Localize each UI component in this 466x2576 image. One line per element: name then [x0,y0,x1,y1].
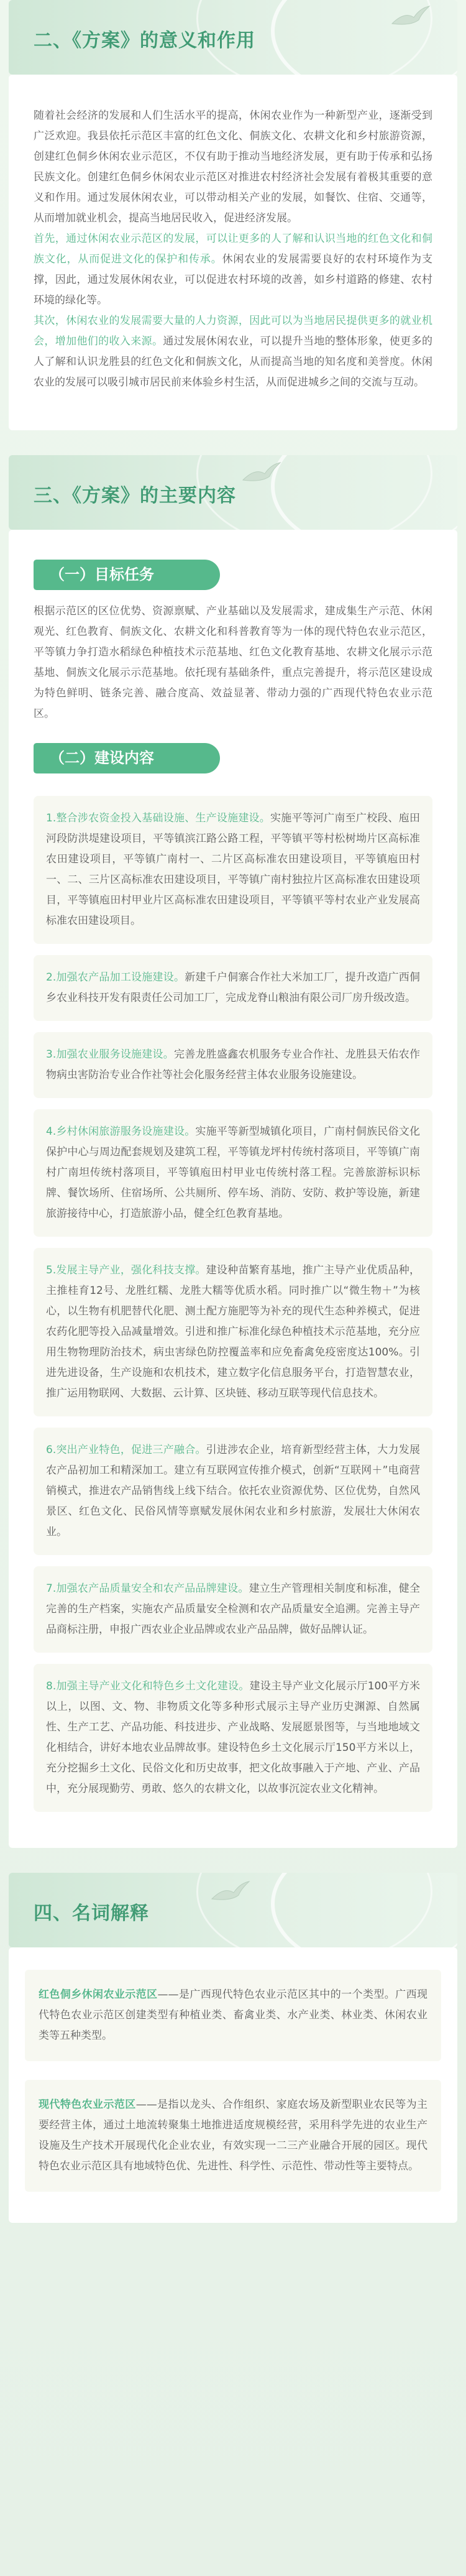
term-definition: ——是广西现代特色农业示范区其中的一个类型。广西现代特色农业示范区创建类型有种植业类、畜禽业类、水产业类、林业类、休闲农业类等五种类型。 [39,1988,428,2042]
section-title: 二、《方案》的意义和作用 [34,30,255,52]
term-item [25,2080,441,2192]
item-lead: 2.加强农产品加工设施建设。 [46,971,185,984]
crane-icon [389,5,432,30]
item-lead: 1.整合涉农资金投入基础设施、生产设施建设。 [46,812,271,824]
section-title: 三、《方案》的主要内容 [34,485,236,507]
list-item [34,955,432,1021]
term-title: 红色侗乡休闲农业示范区 [39,1988,158,2001]
item-lead: 4.乡村休闲旅游服务设施建设。 [46,1125,196,1138]
list-item [34,1032,432,1098]
significance-card [9,75,457,430]
list-item [34,1428,432,1555]
term-title: 现代特色农业示范区 [39,2098,136,2111]
item-lead: 7.加强农产品质量安全和农产品品牌建设。 [46,1582,249,1595]
section-banner-content [9,455,457,530]
crane-icon [240,461,283,486]
item-lead: 3.加强农业服务设施建设。 [46,1048,174,1061]
item-text: 实施平等新型城镇化项目，广南村侗族民俗文化保护中心与周边配套规划及建筑工程，平等镇龙坪村传统村落项目，平等镇广南村广南坦传统村落项目，平等镇庖田村甲业屯传统村落工程。完善旅游标识标牌、餐饮场所、住宿场所、公共厕所、停车场、消防、安防、救护等设施，新建旅游接待中心，打造旅游小品，健全红色教育基地。 [46,1125,420,1220]
item-text: 实施平等河广南至广校段、庖田河段防洪堤建设项目，平等镇滨江路公路工程，平等镇平等村松树坳片区高标准农田建设项目，平等镇广南村一、二片区高标准农田建设项目，平等镇庖田村一、二、三片区高标准农田建设项目，平等镇广南村独拉片区高标准农田建设项目，平等镇庖田村甲业片区高标准农田建设项目，平等镇平等村农业产业发展高标准农田建设项目。 [46,812,420,927]
glossary-card [9,1947,457,2223]
crane-icon [209,1880,252,1905]
paragraph: 随着社会经济的发展和人们生活水平的提高，休闲农业作为一种新型产业，逐渐受到广泛欢迎。我县依托示范区丰富的红色文化、侗族文化、农耕文化和乡村旅游资源，创建红色侗乡休闲农业示范区，不仅有助于推动当地经济发展，更有助于传承和弘扬民族文化。创建红色侗乡休闲农业示范区对推进农村经济社会发展有着极其重要的意义和作用。通过发展休闲农业，可以带动相关产业的发展，如餐饮、住宿、交通等，从而增加就业机会，提高当地居民收入，促进经济发展。 [34,109,432,224]
section-banner-glossary [9,1873,457,1947]
item-lead: 8.加强主导产业文化和特色乡土文化建设。 [46,1680,250,1692]
section-title: 四、名词解释 [34,1903,149,1924]
body-text: 休闲农业的发展需要良好的农村环境作为支撑，因此，通过发展休闲农业，可以促进农村环境的改善，如乡村道路的修建、农村环境的绿化等。 [34,253,433,307]
build-label: （二）建设内容 [34,743,220,773]
content-card [9,530,457,1848]
goal-label: （一）目标任务 [34,560,220,590]
item-text: 建设主导产业文化展示厅100平方米以上，以图、文、物、非物质文化等多种形式展示主导产业历史渊源、自然属性、生产工艺、产品功能、科技进步、产业战略、发展愿景图等，与当地地域文化相结合，讲好本地农业品牌故事。建设特色乡土文化展示厅150平方米以上，充分挖掘乡土文化、民俗文化和历史故事，把文化故事融入于产地、产业、产品中，充分展现勤劳、勇敢、悠久的农耕文化，以故事沉淀农业文化精神。 [46,1680,420,1795]
item-text: 引进涉农企业，培育新型经营主体，大力发展农产品初加工和精深加工。建立有互联网宣传推介模式，创新“互联网＋”电商营销模式，推进农产品销售线上线下结合。依托农业资源优势、区位优势，自然风景区、红色文化、民俗风情等禀赋发展休闲农业和乡村旅游，发展壮大休闲农业。 [46,1444,420,1538]
item-text: 新建千户侗寨合作社大米加工厂，提升改造广西侗乡农业科技开发有限责任公司加工厂，完成龙脊山粮油有限公司厂房升级改造。 [46,971,420,1004]
highlight-text: 其次，休闲农业的发展需要大量的人力资源，因此可以为当地居民提供更多的就业机会，增加他们的收入来源。 [34,315,432,348]
item-lead: 5.发展主导产业，强化科技支撑。 [46,1264,206,1276]
section-banner-significance [9,0,457,75]
paragraph [34,229,432,311]
list-item [34,1109,432,1237]
body-text: 通过发展休闲农业，可以提升当地的整体形象，使更多的人了解和认识龙胜县的红色文化和侗族文化，从而提高当地的知名度和美誉度。休闲农业的发展可以吸引城市居民前来体验乡村生活，从而促进城乡之间的交流与互动。 [34,335,433,389]
item-text: 建设种苗繁育基地，推广主导产业优质品种，主推桂育12号、龙胜红糯、龙胜大糯等优质水稻。同时推广以“微生物＋”为核心，以生物有机肥替代化肥、测土配方施肥等为补充的现代生态种养模式，促进农药化肥等投入品减量增效。引进和推广标准化绿色种植技术示范基地，充分应用生物物理防治技术，病虫害绿色防控覆盖率和应免畜禽免疫密度达100%。引进先进设备，生产设施和农机技术，建立数字化信息服务平台，打造智慧农业，推广运用物联网、大数据、云计算、区块链、移动互联等现代信息技术。 [46,1264,420,1400]
goal-text: 根据示范区的区位优势、资源禀赋、产业基础以及发展需求，建成集生产示范、休闲观光、红色教育、侗族文化、农耕文化和科普教育等为一体的现代特色农业示范区，平等镇力争打造水稻绿色种植技术示范基地、红色文化教育基地、农耕文化展示示范基地、侗族文化展示示范基地。依托现有基础条件，重点完善提升，将示范区建设成为特色鲜明、链条完善、融合度高、效益显著、带动力强的广西现代特色农业示范区。 [34,605,432,720]
list-item [34,1566,432,1653]
paragraph [34,311,432,393]
item-text: 建立生产管理相关制度和标准，健全完善的生产档案，实施农产品质量安全检测和农产品质量安全追溯。完善主导产品商标注册，申报广西农业企业品牌或农业产品品牌，做好品牌认证。 [46,1582,420,1636]
list-item [34,1248,432,1416]
list-item [34,1664,432,1812]
highlight-text: 首先，通过休闲农业示范区的发展，可以让更多的人了解和认识当地的红色文化和侗族文化，从而促进文化的保护和传承。 [34,233,432,265]
term-definition: ——是指以龙头、合作组织、家庭农场及新型职业农民等为主要经营主体，通过土地流转聚集土地推进适度规模经营，采用科学先进的农业生产设施及生产技术开展现代化企业农业，有效实现一二三产业融合开展的园区。现代特色农业示范区具有地域特色优、先进性、科学性、示范性、带动性等主要特点。 [39,2098,428,2172]
item-text: 完善龙胜盛鑫农机服务专业合作社、龙胜县天佑农作物病虫害防治专业合作社等社会化服务经营主体农业服务设施建设。 [46,1048,420,1081]
item-lead: 6.突出产业特色，促进三产融合。 [46,1444,206,1456]
term-item [25,1970,441,2061]
list-item [34,796,432,944]
